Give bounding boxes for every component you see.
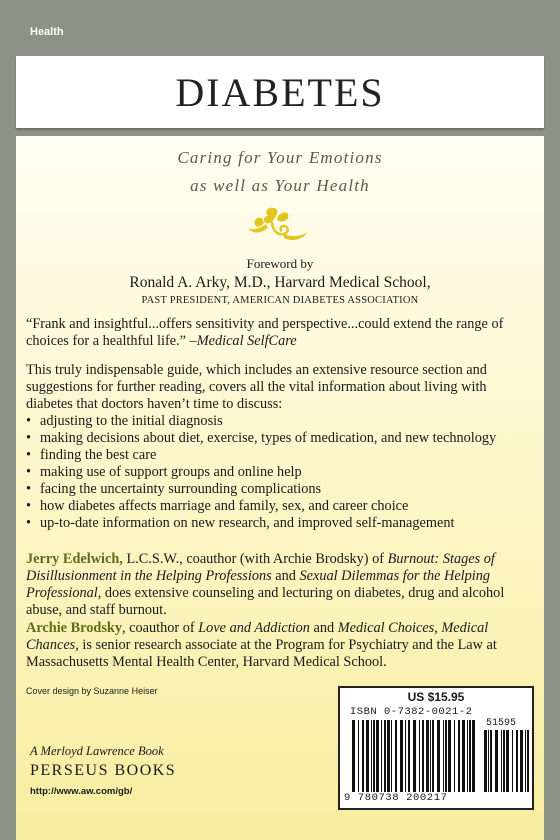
- bio-text: and: [309, 620, 338, 636]
- subtitle-line-1: Caring for Your Emotions: [177, 148, 383, 167]
- book-title-sexual-dilemmas: Sexual Dilemmas for the Helping Professional: [26, 568, 491, 601]
- bio-text: , is senior research associate at the Program for Psychiatry and the Law at Massachusetts Mental Health Center, Harvard Medical School.: [26, 637, 497, 670]
- list-item: • up-to-date information on new research, and improved self-management: [26, 515, 536, 532]
- bio-text: , coauthor of: [122, 620, 199, 636]
- list-item: • making use of support groups and online help: [26, 464, 536, 481]
- author-name: Jerry Edelwich,: [26, 551, 123, 567]
- back-cover-panel: [16, 136, 544, 840]
- publisher-name: PERSEUS BOOKS: [30, 762, 177, 779]
- category-label: Health: [30, 26, 64, 38]
- ean-number: 9 780738 200217: [344, 792, 448, 804]
- topic-list: [26, 413, 536, 532]
- cover-design-credit: Cover design by Suzanne Heiser: [26, 686, 158, 696]
- foreword-affiliation: PAST PRESIDENT, AMERICAN DIABETES ASSOCIATION: [141, 295, 419, 306]
- author-bio-brodsky: [26, 620, 536, 671]
- quote-source: –Medical SelfCare: [189, 333, 297, 349]
- author-credential: L.C.S.W.,: [122, 551, 183, 567]
- list-item: • finding the best care: [26, 447, 536, 464]
- barcode-box: [338, 686, 534, 810]
- title-bar: [16, 56, 544, 128]
- foreword-author: Ronald A. Arky, M.D., Harvard Medical School,: [129, 274, 431, 291]
- subtitle-line-2: as well as Your Health: [190, 176, 370, 195]
- price-label: US $15.95: [407, 690, 465, 704]
- isbn-label: ISBN 0-7382-0021-2: [350, 706, 473, 718]
- publisher-website: http://www.aw.com/gb/: [30, 786, 133, 797]
- book-title-burnout: Burnout: Stages of Disillusionment in the Helping Professions: [26, 551, 495, 584]
- floral-ornament-icon: [244, 204, 312, 248]
- book-title-medical-choices: Medical Choices, Medical Chances: [26, 620, 489, 653]
- author-bio-edelwich: [26, 551, 536, 619]
- review-quote: [26, 316, 536, 350]
- intro-paragraph: This truly indispensable guide, which includes an extensive resource section and suggestions for further reading, covers all the vital information about living with diabetes that doctors haven’t time to discuss:: [26, 362, 487, 412]
- bio-text: coauthor (with Archie Brodsky) of: [182, 551, 388, 567]
- list-item: • how diabetes affects marriage and family, sex, and career choice: [26, 498, 536, 515]
- barcode-addon-number: 51595: [486, 718, 517, 729]
- quote-text: “Frank and insightful...offers sensitivity and perspective...could extend the range of choices for a healthful life.”: [26, 316, 504, 349]
- barcode-icon: [352, 720, 478, 792]
- book-title: DIABETES: [175, 69, 385, 115]
- list-item: • adjusting to the initial diagnosis: [26, 413, 536, 430]
- imprint-label: A Merloyd Lawrence Book: [30, 744, 164, 758]
- list-item: • facing the uncertainty surrounding complications: [26, 481, 536, 498]
- bio-text: and: [271, 568, 300, 584]
- bio-text: , does extensive counseling and lecturing on diabetes, drug and alcohol abuse, and staff burnout.: [26, 585, 505, 618]
- foreword-block: [16, 256, 544, 306]
- book-title-love-addiction: Love and Addiction: [198, 620, 310, 636]
- list-item: • making decisions about diet, exercise, types of medication, and new technology: [26, 430, 536, 447]
- author-name: Archie Brodsky: [26, 620, 122, 636]
- barcode-addon-icon: [484, 730, 530, 792]
- foreword-label: Foreword by: [246, 256, 314, 271]
